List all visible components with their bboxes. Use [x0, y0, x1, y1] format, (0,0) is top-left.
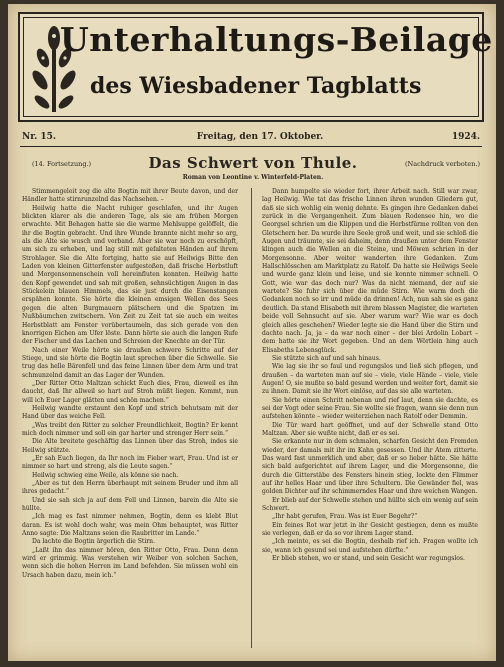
- text-column-right: [262, 188, 478, 652]
- story-author: Roman von Leontine v. Winterfeld-Platen.: [182, 174, 324, 181]
- paragraph: Die Alte breitete geschäftig das Linnen über das Stroh, indes sie Heilwig stützte.: [22, 438, 238, 454]
- paragraph: Heilwig wandte erstaunt den Kopf und strich behutsam mit der Hand über das weiche Fell.: [22, 404, 238, 421]
- paragraph: „Ich meinte, es sei die Bogtin, deshalb rief ich. Fragen wollte ich sie, wann ich gesund sei und aufstehen dürfte.“: [262, 538, 478, 554]
- paragraph: Nach einer Weile hörte sie draußen schwere Schritte auf der Stiege, und sie hörte die Bogtin laut sprechen über die Schwelle. Sie trug das helle Bärenfell und das feine Linnen über dem Arm und trat schmunzelnd damit an das Lager der Wunden.: [22, 346, 238, 379]
- paragraph: Sie erkannte nur in dem schmalen, scharfen Gesicht den Fremden wieder, der damals mit ihr im Kahn gesessen. Und ihr Atem zitterte. Das ward fast unmerklich und aber, daß er so lieber hätte. Sie hätte sich bald aufgerichtet auf ihrem Lager, und die Morgensonne, die durch die Gitterstäbe des Fensters hinein stieg, lockte den Flimmer auf ihr helles Haar und über ihre Schultern. Die Gewänder fiel, was golden Dichter auf ihr schimmerndes Haar und ihre weichen Wangen.: [262, 438, 478, 496]
- paragraph: „Der Ritter Otto Maltzan schickt Euch dies, Frau, dieweil es ihn daucht, daß Ihr allweil so hart auf Stroh müßt liegen. Kommt, nun will ich Euer Lager glätten und schön machen.“: [22, 379, 238, 404]
- story-title: Das Schwert von Thule.: [148, 154, 358, 172]
- paragraph: Heilwig hatte die Nacht ruhiger geschlafen, und ihr Augen blickten klarer als die anderen Tage, als sie am frühen Morgen erwachte. Mit Behagen hatte sie die warme Mehlsuppe gelöffelt, die ihr die Bogtin gebracht. Und ihre Wunde brannte nicht mehr so arg, als die Alte sie wusch und verband. Aber sie war noch zu erschöpft, um sich zu erheben, und lag still mit gefalteten Händen auf ihrem Strohlager. Sie die Alte fortging, hatte sie auf Heilwigs Bitte den Laden von kleinen Gitterfenster aufgestoßen, daß frische Herbstluft und Morgensonnenschein voll hereinfluten konnten. Heilwig hatte den Kopf gewendet und sah mit großen, sehnsüchtigen Augen in das Stückelein blauen Himmels, das sie just durch die Eisenstangen erspähen konnte. Sie hörte die kleinen emsigen Wellen des Sees gegen die alten Burgmauern plätschern und die Spatzen im Nußbäumchen zwitschern. Von Zeit zu Zeit tat sie auch ein weites Herbstblatt am Fenster vorübertaumeln, das sich gerade von den knorrigen Eichen am Ufer löste. Dann hörte sie auch die langen Rufe der Fischer und das Lachen und Schreien der Knechte an der Tür.: [22, 204, 238, 346]
- masthead-subtitle: des Wiesbadener Tagblatts: [90, 73, 422, 99]
- continuation-note: (14. Fortsetzung.): [32, 160, 92, 168]
- paragraph: „Aber es tut den Herrn überhaupt mit seinem Bruder und ihm all ihres gedacht.“: [22, 480, 238, 496]
- paragraph: „Laßt ihn das nimmer hören, den Ritter Otto, Frau. Denn denn wird er grimmig. Was verstehen wir Weiber von solchen Sachen, wenn sich die hohen Herren im Land befehden. Sie müssen wohl ein Ursach haben dazu, mein ich.“: [22, 546, 238, 579]
- paragraph: „Er sah Euch liegen, da Ihr noch im Fieber wart, Frau. Und ist er nimmer so hart und streng, als die Leute sagen.“: [22, 455, 238, 471]
- issue-number: Nr. 15.: [22, 132, 57, 142]
- paragraph: Wie lag sie ihr so faul und regungslos und ließ sich pflegen, und draußen – da warteten man auf sie – viele, viele Hände – viele, viele Augen! O, sie mußte so bald gesund werden und weiter fort, damit sie zu ihnen. Damit sie ihr Wort einlöse, auf das sie alle warteten.: [262, 363, 478, 396]
- paragraph: Und sie sah sich ja auf dem Fell und Linnen, barein die Alte sie hüllte.: [22, 496, 238, 513]
- newspaper-page: [8, 4, 496, 661]
- paragraph: Dann humpelte sie wieder fort, ihrer Arbeit nach. Still war zwar, lag Heilwig. Wie tat das frische Linnen ihren wunden Gliedern gut, daß sie sich wohlig ein wenig dehnte. Es gingen ihre Gedanken dabei zurück in die Vergangenheit. Zum blauen Rodensee hin, wo die Georgsel schrien um die Klippen und die Herbstfürme rollten von den Gletschern her. Da wurde ihre Seele groß und weit, und sie schloß die Augen und träumte, sie sei daheim, denn draußen unter dem Fenster klingen auch die Wellen an die Steine, und Möwen schrien in der Morgensonne. Aber weiter wanderten ihre Gedanken. Zum Hallschlösschen am Marktplatz zu Ratolf. Da hatte sie Heilwigs Seele und wurde ganz klein und leise, und sie konnte nimmer schnell. O Gott, wie war das doch nur? Was da nicht niemand, der auf sie wartete? Sie fuhr sich über die müde Stirn. Wie warm doch die Gedanken noch so irr und müde da drinnen! Ach, nun sah sie es ganz deutlich. Da stand Elisabeth mit ihrem blassen Magister, die warteten beide voll Sehnsucht auf sie. Aber warum war? Wie war es doch gleich alles geschehen? Wieder legte sie die Hand über die Stirn und dachte nach. Ja, ja – da war noch einer – der blei Ardolin Lobart – dem hatte sie ihr Wort gegeben. Und an dem Wörtlein hing auch Elisabeths Lebensglück.: [262, 188, 478, 354]
- issue-date: Freitag, den 17. Oktober.: [196, 132, 324, 142]
- masthead: [18, 12, 493, 122]
- paragraph: Er blieb stehen, wo er stand, und sein Gesicht war regungslos.: [272, 555, 465, 563]
- masthead-title: Unterhaltungs-Beilage: [60, 20, 493, 59]
- paragraph: Ein feines Rot war jetzt in ihr Gesicht gestiegen, denn es mußte sie verlegen, daß er da so vor ihrem Lager stand.: [262, 521, 478, 538]
- paragraph: Die Tür ward hart geöffnet, und auf der Schwelle stand Otto Maltzan. Aber sie wußte nicht, daß er es sei.: [262, 421, 478, 437]
- paragraph: Er blieb auf der Schwelle stehen und hüllte sich ein wenig auf sein Schwert.: [262, 496, 478, 513]
- reprint-notice: (Nachdruck verboten.): [405, 160, 480, 168]
- paragraph: Heilwig schwieg eine Weile, als könne sie nach.: [32, 471, 179, 479]
- paragraph: „Ihr habt gerufen, Frau. Was ist Euer Begehr?“: [272, 513, 418, 521]
- paragraph: Stimmengeleit zog die alte Bogtin mit ihrer Beute davon, und der Händler hatte stirnrunzelnd das Nachsehen. –: [22, 188, 238, 204]
- paragraph: Sie hörte einen Schritt nebenan und rief laut, denn sie dachte, es sei der Vogt oder seine Frau. Sie wollte sie fragen, wann sie denn nun aufstehen könnte – wieder weiterziehen nach Ratolf oder Demmin.: [262, 396, 478, 421]
- column-divider: [251, 188, 252, 648]
- paragraph: „Ich mag es fast nimmer nehmen, Bogtin, denn es klebt Blut daran. Es ist wohl doch wahr, was mein Ohm behauptet, was Ritter Anno sagte: Die Maltzans seien die Raubritter im Lande.“: [22, 513, 238, 538]
- paragraph: „Was treibt den Ritter zu solcher Freundlichkeit, Bogtin? Er kennt mich doch nimmer und soll ein gar harter und strenger Herr sein.“: [22, 421, 238, 437]
- dateline: [20, 130, 482, 147]
- paragraph: Sie stützte sich auf und sah hinaus.: [272, 354, 381, 362]
- text-column-left: [22, 188, 238, 652]
- paragraph: Da lachte die Bogtin ärgerlich die Stirn.: [32, 538, 155, 546]
- issue-year: 1924.: [451, 132, 480, 142]
